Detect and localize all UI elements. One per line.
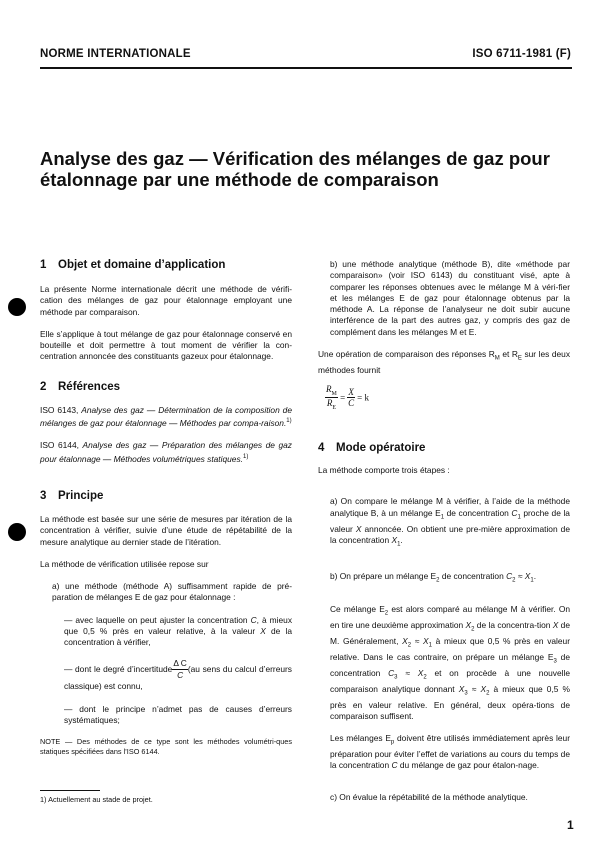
list-item-b: b) une méthode analytique (méthode B), dite «méthode par comparaison» (voir ISO 6143) du constituant visé, apte à comparer les réponses obtenues avec le mélange M à véri-fier et les mélanges E de gaz pour étalonnage obtenus par la méthode A. La réponse de l’analyseur ne doit subir aucune interférence de la part des autres gaz, y compris des gaz de complément dans les mélanges M et E.	[330, 259, 570, 337]
section-title: Objet et domaine d’application	[58, 259, 226, 271]
list-item-a: a) une méthode (méthode A) suffisamment rapide de pré-paration de mélanges E de gaz pour étalonnage :	[52, 581, 292, 603]
var-x: X	[260, 626, 266, 637]
footnote-rule	[40, 790, 100, 791]
section-number: 2	[40, 381, 47, 393]
ratio-text: Une opération de comparaison des réponses $R_M$ et $R_E$ sur les deux méthodes fournit	[318, 349, 571, 376]
footnote: 1) Actuellement au stade de projet.	[40, 795, 153, 804]
paragraph: La méthode est basée sur une série de mesures par itération de la concentration à vérifier, suivie d’une étude de répétabilité de la mesure analytique au dernier stade de l’itération.	[40, 514, 292, 547]
header-rule	[40, 67, 572, 69]
ref-title: Analyse des gaz — Préparation des mélanges de gaz pour étalonnage — Méthodes volumétriques statiques.	[40, 440, 292, 464]
header-left: NORME INTERNATIONALE	[40, 48, 191, 60]
footnote-mark: 1)	[286, 418, 292, 425]
numerator: Δ C	[172, 658, 188, 670]
paragraph: Elle s’applique à tout mélange de gaz pour étalonnage conservé en bouteille et doit permettre à tout moment de vérifier la con-centration annoncée des constituants gazeux pour étalonnage.	[40, 328, 292, 362]
equals-k: = k	[357, 392, 369, 403]
section-number: 1	[40, 259, 47, 271]
title-line-2: étalonnage par une méthode de comparaison	[40, 169, 439, 190]
fraction-delta-c	[172, 658, 188, 682]
ref-code: ISO 6144,	[40, 440, 83, 451]
paragraph: La méthode de vérification utilisée repose sur	[40, 558, 209, 569]
ref-code: ISO 6143,	[40, 405, 82, 415]
section-1-body	[40, 284, 292, 363]
step-b-detail: Ce mélange $E_2$ est alors comparé au mélange M à vérifier. On en tire une deuxième approximation $X_2$ de la concentra-tion X de M. Généralement, $X_2 \approx X_1$ à mieux que 0,5 % près en valeur relative. Dans le cas contraire, on prépare un mélange $E_3$ de concentration $C_3 \approx X_2$ et on procède à une nouvelle comparaison analytique donnant $X_3 \approx X_2$ à mieux que 0,5 % près en valeur relative. En général, deux opéra-tions de comparaison suffisent.	[330, 603, 570, 721]
section-3-heading	[40, 490, 103, 502]
re: R	[326, 397, 333, 408]
note: NOTE — Des méthodes de ce type sont les méthodes volumétri-ques statiques spécifiées dans l’ISO 6144.	[40, 737, 292, 757]
title-line-1: Analyse des gaz — Vérification des mélanges de gaz pour	[40, 148, 550, 169]
footnote-mark: 1)	[242, 453, 249, 460]
rm: R	[326, 384, 332, 394]
reference-iso-6143	[40, 405, 292, 429]
dash-item-3: — dont le principe n’admet pas de causes d’erreurs systématiques;	[64, 703, 292, 725]
section-title: Principe	[58, 490, 104, 502]
paragraph: La présente Norme internationale décrit une méthode de vérifi-cation des mélanges de gaz pour étalonnage employant une méthode par comparaison.	[40, 284, 292, 317]
right-column-top	[318, 259, 570, 376]
section-4-body	[318, 465, 570, 803]
page-number: 1	[567, 818, 574, 832]
section-2-heading	[40, 381, 120, 393]
text-run: de la concentration à vérifier,	[64, 626, 292, 648]
text-run: , à mieux que 0,5 % près en valeur relative, à la valeur	[64, 614, 293, 637]
dash-item-1	[40, 615, 292, 649]
section-number: 3	[40, 490, 47, 502]
header-right: ISO 6711-1981 (F)	[472, 48, 571, 60]
fraction-rm-re	[325, 384, 338, 411]
step-b-note: Les mélanges $E_p$ doivent être utilisés immédiatement après leur préparation pour éviter l’effet de variations au cours du temps de la concentration C du mélange de gaz pour étalon-nage.	[330, 733, 570, 771]
paragraph: La méthode comporte trois étapes :	[318, 465, 450, 475]
step-b: b) On prépare un mélange $E_2$ de concentration $C_2 \approx X_1$.	[330, 570, 537, 584]
text-run: — avec laquelle on peut ajuster la concentration	[64, 614, 251, 625]
x: X	[348, 386, 354, 397]
section-2-body	[40, 405, 292, 465]
punch-hole-dot-1	[8, 298, 26, 316]
ref-title: Analyse des gaz — Détermination de la composition de mélanges de gaz pour étalonnage — Méthodes par compa-raison.	[40, 405, 292, 429]
reference-iso-6144	[40, 440, 292, 464]
section-4-heading	[318, 442, 425, 454]
sub: E	[332, 404, 336, 411]
section-1-heading	[40, 259, 225, 271]
dash-item-2	[40, 658, 292, 693]
sub: M	[331, 390, 337, 397]
punch-hole-dot-2	[8, 523, 26, 541]
text-run: (au sens du calcul d’erreurs classique) est connu,	[64, 663, 292, 692]
step-c: c) On évalue la répétabilité de la méthode analytique.	[330, 791, 528, 802]
var-c: C	[250, 614, 257, 625]
section-3-body	[40, 514, 292, 757]
text-run: — dont le degré d’incertitude	[64, 663, 173, 674]
page-title	[40, 148, 570, 190]
c: C	[348, 397, 355, 408]
fraction-x-c	[347, 387, 355, 408]
denominator: C	[177, 669, 184, 680]
formula: $\frac{R_M}{R_E}$ = $\frac{X}{C}$ = k	[326, 384, 369, 411]
step-a: a) On compare le mélange M à vérifier, à l’aide de la méthode analytique B, à un mélange $E_1$ de concentration $C_1$ proche de la valeur X annoncée. On obtient une pre-mière approximation de la concentration $X_1$.	[330, 496, 570, 548]
section-title: Références	[58, 381, 121, 393]
section-title: Mode opératoire	[336, 442, 426, 454]
section-number: 4	[318, 442, 325, 454]
